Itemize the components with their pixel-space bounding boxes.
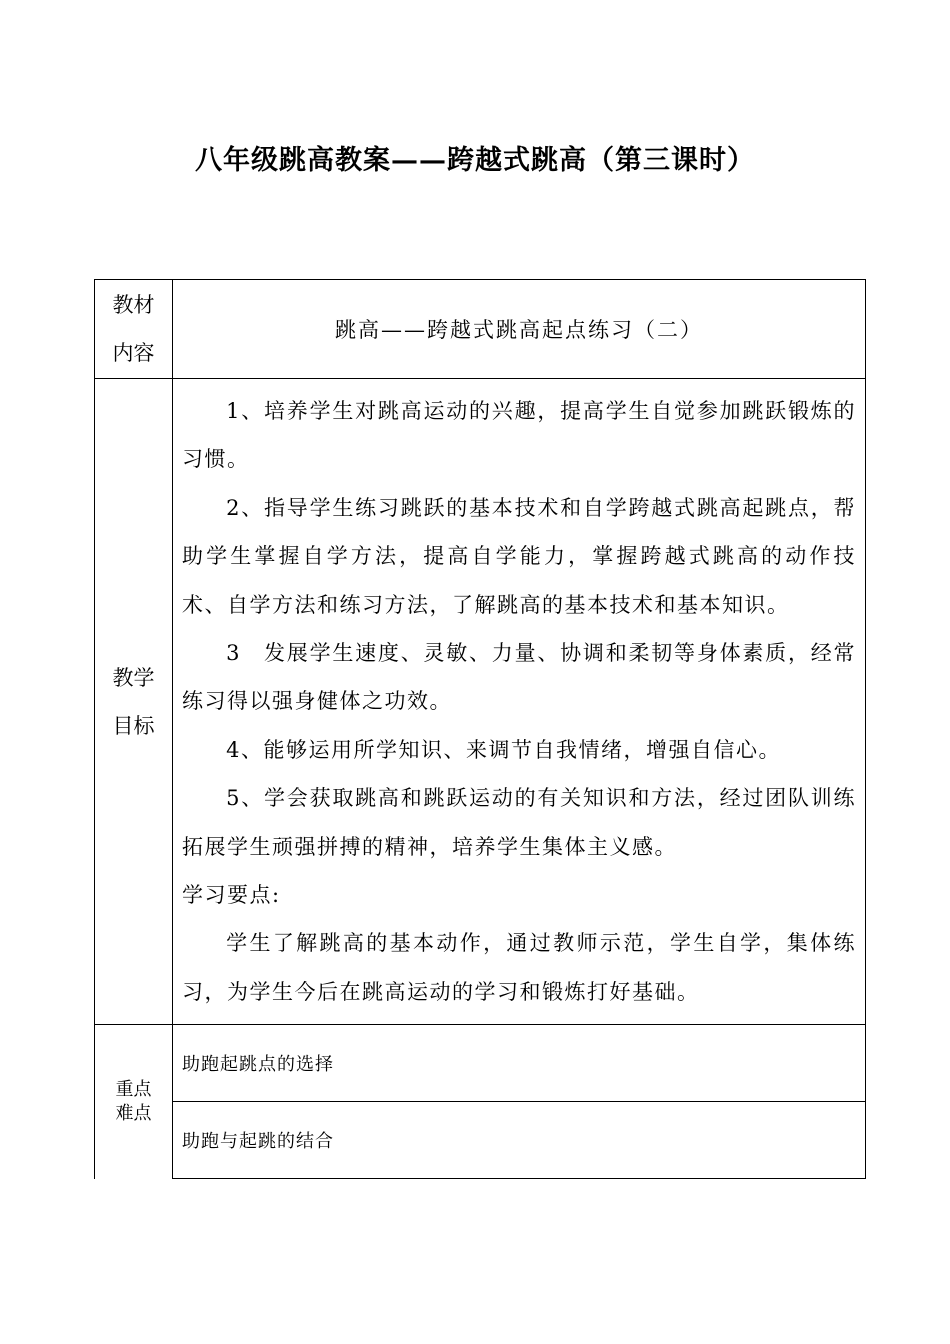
- lesson-plan-table: [94, 279, 866, 1179]
- objective-item-4: 4、能够运用所学知识、来调节自我情绪，增强自信心。: [226, 737, 781, 762]
- key-difficult-label-line1: 重点: [115, 1079, 152, 1101]
- content-value: 跳高——跨越式跳高起点练习（二）: [173, 280, 866, 379]
- content-row: [95, 280, 866, 379]
- difficult-point-value: 助跑与起跳的结合: [173, 1102, 866, 1179]
- content-label-line1: 教材: [112, 293, 155, 317]
- objectives-content: [173, 379, 866, 1025]
- page-title: 八年级跳高教案——跨越式跳高（第三课时）: [195, 145, 755, 176]
- difficult-point-row: [95, 1102, 866, 1179]
- objective-item-2: 2、指导学生练习跳跃的基本技术和自学跨越式跳高起跳点，帮助学生掌握自学方法，提高自学能力，掌握跨越式跳高的动作技术、自学方法和练习方法，了解跳高的基本技术和基本知识。: [182, 495, 856, 617]
- objective-item-1: 1、培养学生对跳高运动的兴趣，提高学生自觉参加跳跃锻炼的习惯。: [182, 399, 856, 472]
- key-points-heading: 学习要点:: [182, 883, 281, 908]
- key-points-text: 学生了解跳高的基本动作，通过教师示范，学生自学，集体练习，为学生今后在跳高运动的学习和锻炼打好基础。: [182, 931, 856, 1004]
- objectives-label: [95, 379, 173, 1025]
- objectives-label-line1: 教学: [112, 665, 155, 690]
- objective-item-3: 3 发展学生速度、灵敏、力量、协调和柔韧等身体素质，经常练习得以强身健体之功效。: [182, 641, 856, 714]
- content-label: [95, 280, 173, 379]
- key-difficult-label: [95, 1025, 173, 1179]
- objectives-row: [95, 379, 866, 1025]
- key-point-row: [95, 1025, 866, 1102]
- objectives-label-line2: 目标: [112, 713, 155, 738]
- objective-item-5: 5、学会获取跳高和跳跃运动的有关知识和方法，经过团队训练拓展学生顽强拼搏的精神，培养学生集体主义感。: [182, 786, 856, 859]
- content-label-line2: 内容: [112, 341, 155, 365]
- key-point-value: 助跑起跳点的选择: [173, 1025, 866, 1102]
- key-difficult-label-line2: 难点: [115, 1103, 152, 1125]
